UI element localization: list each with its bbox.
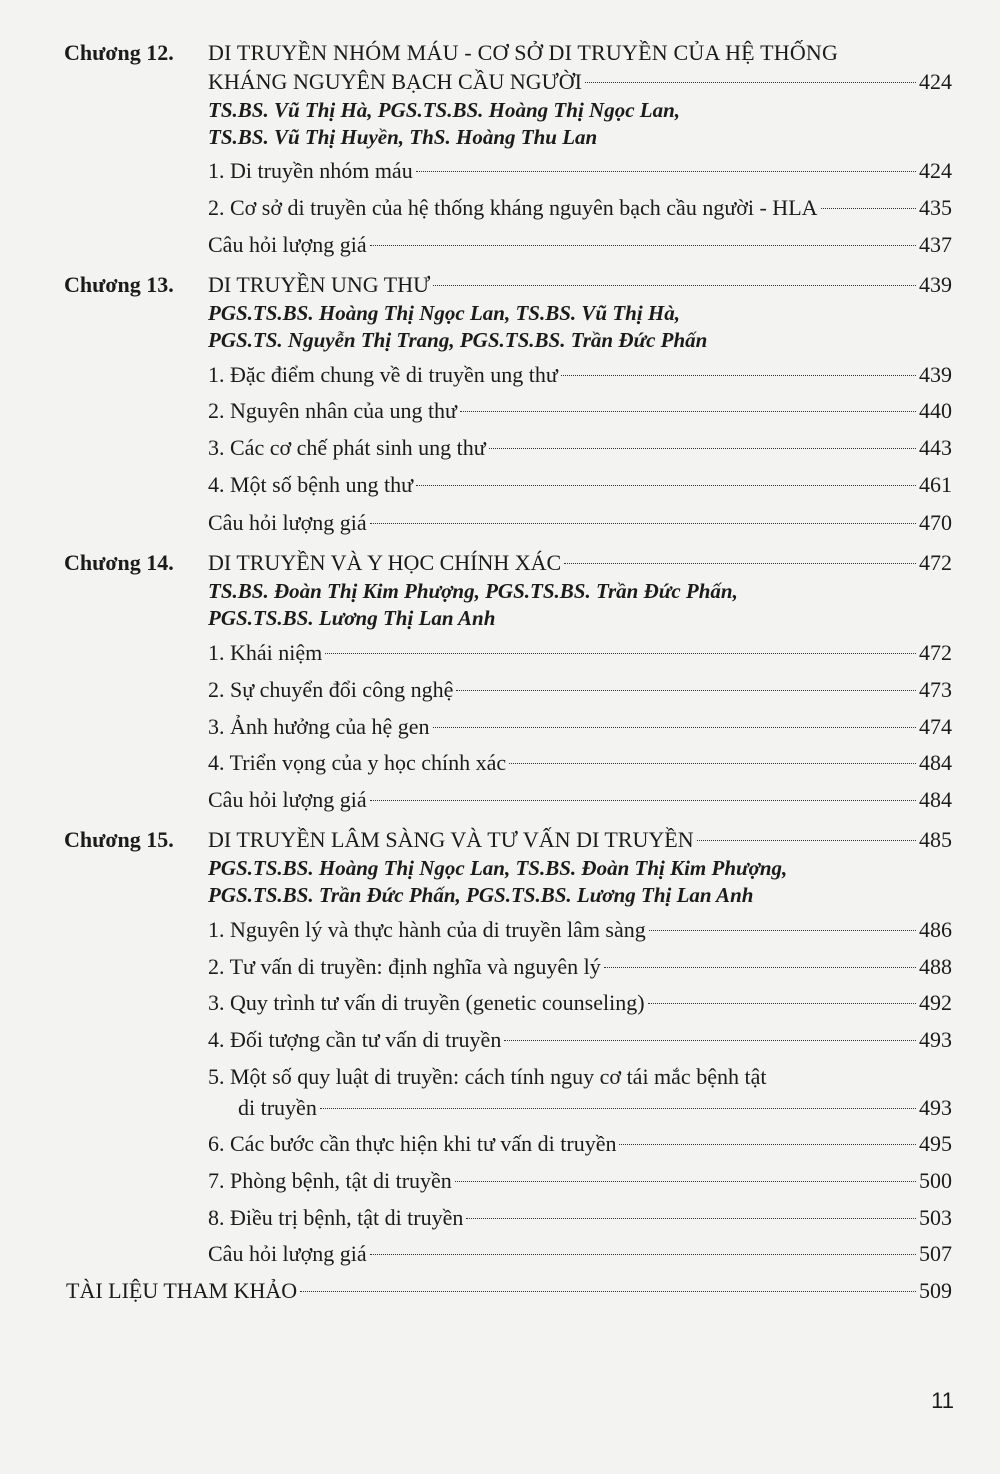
chapter-label: Chương 13. — [64, 272, 174, 297]
toc-entry[interactable] — [208, 1166, 952, 1196]
page-ref: 486 — [919, 917, 952, 942]
leader-dots — [561, 375, 916, 376]
chapter-14-heading — [0, 548, 1000, 578]
leader-dots — [300, 1291, 916, 1292]
leader-dots — [456, 690, 916, 691]
page-ref: 472 — [919, 640, 952, 665]
toc-entry[interactable] — [208, 230, 952, 260]
chapter-authors: PGS.TS.BS. Lương Thị Lan Anh — [208, 606, 496, 630]
entry-text: 4. Triển vọng của y học chính xác — [208, 750, 507, 775]
leader-dots — [455, 1181, 916, 1182]
leader-dots — [466, 1218, 916, 1219]
toc-entry[interactable] — [208, 508, 952, 538]
entry-text: 2. Sự chuyển đổi công nghệ — [208, 677, 454, 702]
entry-text: Câu hỏi lượng giá — [208, 1241, 367, 1266]
entry-text: Câu hỏi lượng giá — [208, 510, 367, 535]
toc-entry[interactable] — [208, 470, 952, 500]
page-ref: 488 — [919, 954, 952, 979]
chapter-title: KHÁNG NGUYÊN BẠCH CẦU NGƯỜI — [208, 69, 582, 94]
leader-dots — [697, 840, 916, 841]
page-ref: 493 — [919, 1095, 952, 1120]
toc-entry[interactable] — [208, 67, 952, 97]
chapter-title: DI TRUYỀN VÀ Y HỌC CHÍNH XÁC — [208, 550, 562, 575]
chapter-authors: PGS.TS.BS. Trần Đức Phấn, PGS.TS.BS. Lương Thị Lan Anh — [208, 883, 754, 907]
chapter-label: Chương 15. — [64, 827, 174, 852]
page-ref: 439 — [919, 272, 952, 297]
entry-text: 4. Một số bệnh ung thư — [208, 472, 414, 497]
entry-text: 7. Phòng bệnh, tật di truyền — [208, 1168, 452, 1193]
toc-entry[interactable] — [208, 433, 952, 463]
entry-text: 1. Di truyền nhóm máu — [208, 158, 413, 183]
toc-entry[interactable] — [208, 193, 952, 223]
entry-text: 2. Cơ sở di truyền của hệ thống kháng nguyên bạch cầu người - HLA — [208, 195, 818, 220]
page-ref: 424 — [919, 158, 952, 183]
leader-dots — [504, 1040, 916, 1041]
leader-dots — [433, 285, 916, 286]
page-ref: 484 — [919, 750, 952, 775]
page-ref: 509 — [919, 1278, 952, 1303]
leader-dots — [416, 171, 916, 172]
page-ref: 473 — [919, 677, 952, 702]
toc-entry[interactable] — [208, 748, 952, 778]
chapter-authors: TS.BS. Vũ Thị Hà, PGS.TS.BS. Hoàng Thị Ngọc Lan, — [208, 98, 681, 122]
toc-entry[interactable] — [208, 548, 952, 578]
toc-entry[interactable] — [208, 156, 952, 186]
page-ref: 493 — [919, 1027, 952, 1052]
entry-text: 4. Đối tượng cần tư vấn di truyền — [208, 1027, 502, 1052]
leader-dots — [821, 208, 916, 209]
page-ref: 440 — [919, 398, 952, 423]
chapter-label: Chương 14. — [64, 550, 174, 575]
page-ref: 507 — [919, 1241, 952, 1266]
toc-entry[interactable] — [208, 825, 952, 855]
page-ref: 492 — [919, 990, 952, 1015]
chapter-15-heading — [0, 825, 1000, 855]
entry-text: 8. Điều trị bệnh, tật di truyền — [208, 1205, 464, 1230]
chapter-label: Chương 12. — [64, 40, 174, 65]
entry-text: 1. Khái niệm — [208, 640, 323, 665]
page-ref: 439 — [919, 362, 952, 387]
leader-dots — [649, 930, 916, 931]
entry-text: 3. Các cơ chế phát sinh ung thư — [208, 435, 486, 460]
toc-entry[interactable] — [208, 988, 952, 1018]
leader-dots — [325, 653, 916, 654]
leader-dots — [370, 523, 916, 524]
leader-dots — [416, 485, 916, 486]
leader-dots — [489, 448, 916, 449]
page-ref: 500 — [919, 1168, 952, 1193]
page-ref: 443 — [919, 435, 952, 460]
leader-dots — [648, 1003, 916, 1004]
toc-entry[interactable] — [208, 360, 952, 390]
leader-dots — [564, 563, 916, 564]
toc-entry[interactable] — [208, 396, 952, 426]
entry-text: 3. Quy trình tư vấn di truyền (genetic counseling) — [208, 990, 645, 1015]
toc-entry[interactable] — [208, 1129, 952, 1159]
entry-text: 1. Đặc điểm chung về di truyền ung thư — [208, 362, 558, 387]
page-number: 11 — [931, 1388, 954, 1413]
leader-dots — [604, 967, 916, 968]
entry-text: TÀI LIỆU THAM KHẢO — [66, 1278, 298, 1303]
toc-entry[interactable] — [208, 712, 952, 742]
toc-entry[interactable] — [238, 1093, 952, 1123]
chapter-title: DI TRUYỀN LÂM SÀNG VÀ TƯ VẤN DI TRUYỀN — [208, 827, 694, 852]
toc-entry[interactable] — [208, 1025, 952, 1055]
toc-entry[interactable] — [208, 785, 952, 815]
entry-text: di truyền — [238, 1095, 317, 1120]
page-ref: 495 — [919, 1131, 952, 1156]
entry-text: 1. Nguyên lý và thực hành của di truyền lâm sàng — [208, 917, 646, 942]
leader-dots — [320, 1108, 916, 1109]
page-ref: 474 — [919, 714, 952, 739]
chapter-authors: PGS.TS.BS. Hoàng Thị Ngọc Lan, TS.BS. Vũ Thị Hà, — [208, 301, 681, 325]
toc-entry[interactable] — [208, 915, 952, 945]
page-ref: 470 — [919, 510, 952, 535]
entry-text: 6. Các bước cần thực hiện khi tư vấn di truyền — [208, 1131, 617, 1156]
page-ref: 484 — [919, 787, 952, 812]
chapter-authors: TS.BS. Đoàn Thị Kim Phượng, PGS.TS.BS. Trần Đức Phấn, — [208, 579, 738, 603]
entry-text: 2. Nguyên nhân của ung thư — [208, 398, 457, 423]
leader-dots — [433, 727, 916, 728]
chapter-13-heading — [0, 270, 1000, 300]
chapter-authors: PGS.TS. Nguyễn Thị Trang, PGS.TS.BS. Trần Đức Phấn — [208, 328, 708, 352]
page-ref: 424 — [919, 69, 952, 94]
chapter-authors: TS.BS. Vũ Thị Huyền, ThS. Hoàng Thu Lan — [208, 125, 598, 149]
page-ref: 472 — [919, 550, 952, 575]
leader-dots — [460, 411, 916, 412]
toc-entry[interactable] — [208, 638, 952, 668]
leader-dots — [370, 1254, 916, 1255]
toc-entry[interactable] — [208, 952, 952, 982]
toc-entry[interactable] — [208, 1203, 952, 1233]
page-ref: 503 — [919, 1205, 952, 1230]
leader-dots — [509, 763, 916, 764]
leader-dots — [370, 245, 916, 246]
entry-text: Câu hỏi lượng giá — [208, 232, 367, 257]
chapter-12-title-cont — [0, 67, 1000, 97]
chapter-authors: PGS.TS.BS. Hoàng Thị Ngọc Lan, TS.BS. Đoàn Thị Kim Phượng, — [208, 856, 788, 880]
page-ref: 435 — [919, 195, 952, 220]
leader-dots — [370, 800, 916, 801]
toc-entry[interactable] — [208, 1239, 952, 1269]
references-entry[interactable] — [66, 1276, 952, 1306]
page-ref: 461 — [919, 472, 952, 497]
chapter-12-heading — [0, 38, 1000, 68]
leader-dots — [585, 82, 916, 83]
chapter-title: DI TRUYỀN UNG THƯ — [208, 272, 431, 297]
toc-entry[interactable] — [208, 270, 952, 300]
page-ref: 437 — [919, 232, 952, 257]
entry-text: 5. Một số quy luật di truyền: cách tính nguy cơ tái mắc bệnh tật — [208, 1064, 767, 1089]
entry-text: 3. Ảnh hưởng của hệ gen — [208, 714, 430, 739]
entry-text: Câu hỏi lượng giá — [208, 787, 367, 812]
toc-entry[interactable] — [208, 675, 952, 705]
page-ref: 485 — [919, 827, 952, 852]
entry-text: 2. Tư vấn di truyền: định nghĩa và nguyên lý — [208, 954, 601, 979]
chapter-title: DI TRUYỀN NHÓM MÁU - CƠ SỞ DI TRUYỀN CỦA HỆ THỐNG — [208, 40, 839, 65]
leader-dots — [619, 1144, 916, 1145]
